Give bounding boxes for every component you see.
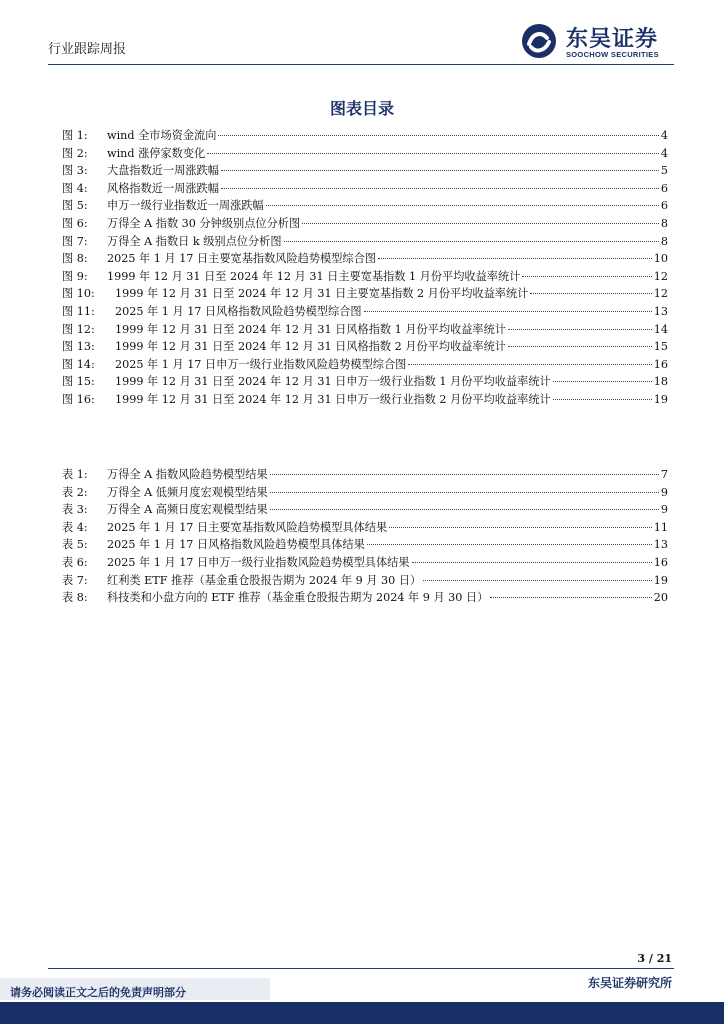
toc-entry-page: 11	[653, 520, 668, 534]
toc-entry-label: 图 12:	[62, 322, 95, 336]
toc-entry-label: 表 8:	[62, 591, 88, 605]
table-toc-entry[interactable]	[62, 501, 668, 519]
disclaimer-text: 请务必阅读正文之后的免责声明部分	[10, 986, 186, 999]
toc-entry-label: 图 4:	[62, 181, 88, 195]
toc-entry-page: 9	[660, 485, 668, 499]
logo-english-name: SOOCHOW SECURITIES	[566, 50, 659, 59]
soochow-logo-icon	[520, 22, 558, 60]
toc-entry-page: 13	[653, 538, 668, 552]
toc-dot-leader	[412, 562, 652, 563]
toc-entry-page: 19	[653, 573, 668, 587]
toc-entry-page: 20	[653, 591, 668, 605]
toc-dot-leader	[553, 381, 652, 382]
figure-toc-entry[interactable]	[62, 233, 668, 251]
table-toc-entry[interactable]	[62, 519, 668, 537]
figure-toc-entry[interactable]	[62, 391, 668, 409]
table-toc-entry[interactable]	[62, 484, 668, 502]
company-research-label: 东吴证券研究所	[587, 976, 672, 990]
toc-entry-label: 图 7:	[62, 234, 88, 248]
toc-dot-leader	[389, 527, 652, 528]
toc-entry-label: 图 6:	[62, 216, 88, 230]
toc-entry-label: 图 2:	[62, 146, 88, 160]
toc-entry-label: 表 6:	[62, 555, 88, 569]
figure-toc-entry[interactable]	[62, 180, 668, 198]
toc-dot-leader	[408, 364, 651, 365]
toc-entry-title: 红利类 ETF 推荐（基金重仓股报告期为 2024 年 9 月 30 日）	[107, 573, 422, 587]
toc-entry-title: 1999 年 12 月 31 日至 2024 年 12 月 31 日主要宽基指数 1 月份平均收益率统计	[107, 269, 521, 283]
toc-entry-title: 1999 年 12 月 31 日至 2024 年 12 月 31 日申万一级行业指数 2 月份平均收益率统计	[115, 392, 551, 406]
footer-divider	[48, 968, 674, 969]
toc-dot-leader	[553, 399, 652, 400]
figure-toc-entry[interactable]	[62, 338, 668, 356]
figure-toc-entry[interactable]	[62, 303, 668, 321]
toc-entry-page: 19	[653, 392, 668, 406]
table-toc-entry[interactable]	[62, 554, 668, 572]
toc-entry-title: 科技类和小盘方向的 ETF 推荐（基金重仓股报告期为 2024 年 9 月 30 日）	[107, 591, 489, 605]
toc-entry-page: 13	[653, 304, 668, 318]
toc-entry-label: 图 15:	[62, 375, 95, 389]
toc-entry-title: 2025 年 1 月 17 日主要宽基指数风险趋势模型具体结果	[107, 520, 388, 534]
toc-entry-title: 2025 年 1 月 17 日申万一级行业指数风险趋势模型综合图	[115, 357, 407, 371]
report-type-label: 行业跟踪周报	[48, 42, 127, 57]
toc-entry-label: 表 7:	[62, 573, 88, 587]
toc-dot-leader	[364, 311, 652, 312]
toc-entry-title: 2025 年 1 月 17 日主要宽基指数风险趋势模型综合图	[107, 252, 376, 266]
toc-entry-title: 万得全 A 低频月度宏观模型结果	[107, 485, 268, 499]
tables-toc-list	[62, 466, 668, 607]
toc-entry-page: 4	[660, 129, 668, 142]
toc-dot-leader	[367, 544, 652, 545]
toc-dot-leader	[378, 258, 652, 259]
toc-entry-title: 2025 年 1 月 17 日申万一级行业指数风险趋势模型具体结果	[107, 555, 410, 569]
toc-dot-leader	[221, 188, 659, 189]
toc-dot-leader	[423, 580, 652, 581]
toc-entry-page: 18	[653, 375, 668, 389]
toc-entry-label: 图 14:	[62, 357, 95, 371]
toc-entry-label: 表 2:	[62, 485, 88, 499]
toc-entry-page: 9	[660, 503, 668, 517]
toc-entry-page: 5	[660, 164, 668, 178]
toc-entry-page: 14	[653, 322, 668, 336]
toc-dot-leader	[284, 241, 659, 242]
figure-toc-entry[interactable]	[62, 250, 668, 268]
table-toc-entry[interactable]	[62, 466, 668, 484]
toc-dot-leader	[221, 170, 659, 171]
toc-entry-label: 图 3:	[62, 164, 88, 178]
toc-entry-title: 万得全 A 指数风险趋势模型结果	[107, 468, 268, 481]
footer-bar	[0, 1002, 724, 1024]
toc-entry-title: 万得全 A 指数日 k 级别点位分析图	[107, 234, 282, 248]
figure-toc-entry[interactable]	[62, 127, 668, 145]
toc-entry-page: 15	[653, 340, 668, 354]
toc-entry-title: 1999 年 12 月 31 日至 2024 年 12 月 31 日风格指数 1 月份平均收益率统计	[115, 322, 506, 336]
toc-dot-leader	[207, 153, 659, 154]
figures-toc-list	[62, 127, 668, 409]
toc-entry-label: 表 5:	[62, 538, 88, 552]
toc-dot-leader	[302, 223, 659, 224]
toc-entry-title: 1999 年 12 月 31 日至 2024 年 12 月 31 日主要宽基指数 2 月份平均收益率统计	[115, 287, 529, 301]
toc-entry-page: 6	[660, 199, 668, 213]
toc-entry-title: 2025 年 1 月 17 日风格指数风险趋势模型具体结果	[107, 538, 365, 552]
toc-entry-page: 6	[660, 181, 668, 195]
toc-dot-leader	[270, 509, 659, 510]
toc-entry-title: 1999 年 12 月 31 日至 2024 年 12 月 31 日风格指数 2 月份平均收益率统计	[115, 340, 506, 354]
toc-title: 图表目录	[329, 99, 394, 118]
figure-toc-entry[interactable]	[62, 373, 668, 391]
toc-entry-label: 图 9:	[62, 269, 88, 283]
toc-entry-label: 表 4:	[62, 520, 88, 534]
toc-entry-label: 图 11:	[62, 304, 95, 318]
company-logo	[520, 22, 680, 62]
figure-toc-entry[interactable]	[62, 356, 668, 374]
header-divider	[48, 64, 674, 65]
page-number: 3 / 21	[637, 952, 672, 965]
toc-entry-label: 图 10:	[62, 287, 95, 301]
toc-entry-label: 图 8:	[62, 252, 88, 266]
toc-entry-label: 图 16:	[62, 392, 95, 406]
toc-entry-title: wind 涨停家数变化	[107, 146, 206, 160]
toc-dot-leader	[266, 205, 659, 206]
figure-toc-entry[interactable]	[62, 321, 668, 339]
toc-dot-leader	[270, 492, 659, 493]
figure-toc-entry[interactable]	[62, 197, 668, 215]
toc-entry-page: 10	[653, 252, 668, 266]
table-toc-entry[interactable]	[62, 536, 668, 554]
toc-entry-title: 2025 年 1 月 17 日风格指数风险趋势模型综合图	[115, 304, 362, 318]
toc-entry-page: 7	[660, 468, 668, 481]
toc-entry-label: 表 1:	[62, 468, 88, 481]
toc-entry-title: 万得全 A 指数 30 分钟级别点位分析图	[107, 216, 301, 230]
toc-entry-page: 16	[653, 357, 668, 371]
toc-entry-label: 表 3:	[62, 503, 88, 517]
toc-dot-leader	[218, 135, 658, 136]
toc-dot-leader	[508, 346, 652, 347]
toc-entry-page: 12	[653, 269, 668, 283]
toc-entry-title: 1999 年 12 月 31 日至 2024 年 12 月 31 日申万一级行业指数 1 月份平均收益率统计	[115, 375, 551, 389]
toc-entry-page: 8	[660, 234, 668, 248]
toc-dot-leader	[508, 329, 652, 330]
toc-entry-title: wind 全市场资金流向	[107, 129, 217, 142]
toc-entry-page: 16	[653, 555, 668, 569]
toc-entry-title: 风格指数近一周涨跌幅	[107, 181, 219, 195]
figure-toc-entry[interactable]	[62, 215, 668, 233]
figure-toc-entry[interactable]	[62, 285, 668, 303]
toc-entry-label: 图 13:	[62, 340, 95, 354]
toc-entry-title: 万得全 A 高频日度宏观模型结果	[107, 503, 268, 517]
toc-dot-leader	[522, 276, 651, 277]
toc-entry-label: 图 5:	[62, 199, 88, 213]
table-toc-entry[interactable]	[62, 572, 668, 590]
table-toc-entry[interactable]	[62, 589, 668, 607]
toc-entry-page: 8	[660, 216, 668, 230]
logo-chinese-name: 东吴证券	[566, 27, 659, 52]
figure-toc-entry[interactable]	[62, 162, 668, 180]
figure-toc-entry[interactable]	[62, 145, 668, 163]
toc-entry-page: 12	[653, 287, 668, 301]
toc-entry-page: 4	[660, 146, 668, 160]
toc-dot-leader	[490, 597, 651, 598]
toc-entry-title: 大盘指数近一周涨跌幅	[107, 164, 219, 178]
toc-entry-title: 申万一级行业指数近一周涨跌幅	[107, 199, 264, 213]
toc-entry-label: 图 1:	[62, 129, 88, 142]
toc-dot-leader	[270, 474, 659, 475]
figure-toc-entry[interactable]	[62, 268, 668, 286]
toc-dot-leader	[530, 293, 651, 294]
